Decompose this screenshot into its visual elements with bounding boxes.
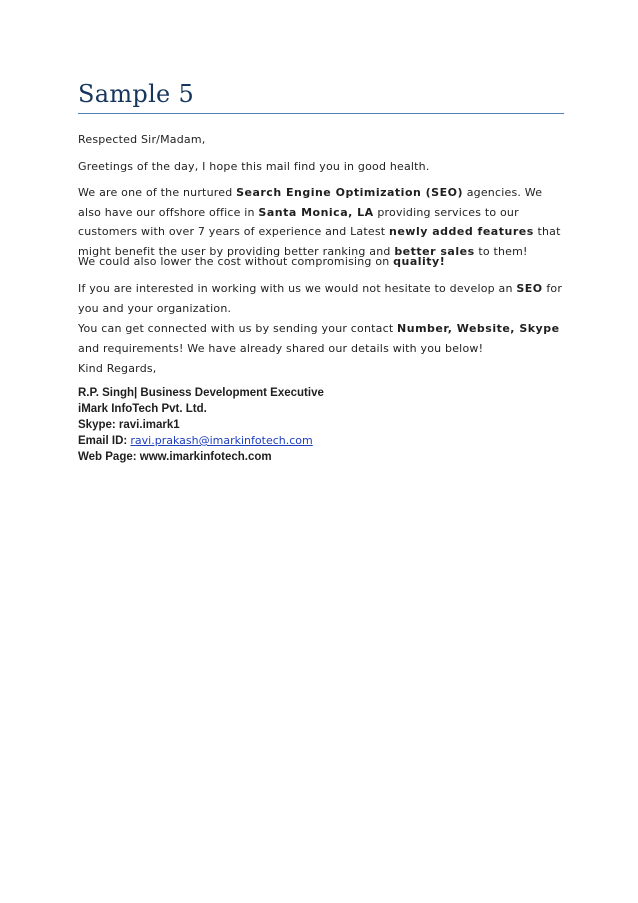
signature-email-link[interactable]: ravi.prakash@imarkinfotech.com xyxy=(130,434,313,447)
interest-text-1: If you are interested in working with us we would not hesitate to develop an xyxy=(78,282,517,295)
intro-text-1: We are one of the nurtured xyxy=(78,186,237,199)
signature-company: iMark InfoTech Pvt. Ltd. xyxy=(78,403,207,415)
contact-bold-details: Number, Website, Skype xyxy=(397,322,560,335)
signature-name-title: R.P. Singh| Business Development Executive xyxy=(78,387,324,399)
intro-bold-features: newly added features xyxy=(389,225,534,238)
intro-paragraph xyxy=(78,183,564,261)
intro-text-3: providing services to our customers with over 7 years of experience and Latest xyxy=(78,205,519,238)
signature-email-line xyxy=(78,433,324,449)
title-underline xyxy=(78,113,564,114)
intro-text-2: agencies. We also have our offshore office in xyxy=(78,186,543,219)
contact-text-2: and requirements! We have already shared our details with you below! xyxy=(78,341,484,355)
interest-text-2: for you and your organization. xyxy=(78,282,563,315)
cost-bold-quality: quality! xyxy=(393,255,446,268)
intro-bold-location: Santa Monica, LA xyxy=(258,205,374,219)
interest-paragraph xyxy=(78,279,564,318)
contact-paragraph xyxy=(78,319,564,358)
intro-text-5: to them! xyxy=(474,244,528,258)
signature-email-label: Email ID: xyxy=(78,435,131,447)
closing: Kind Regards, xyxy=(78,362,157,375)
greeting-paragraph: Greetings of the day, I hope this mail find you in good health. xyxy=(78,160,430,173)
signature-webpage: Web Page: www.imarkinfotech.com xyxy=(78,451,272,463)
signature-skype: Skype: ravi.imark1 xyxy=(78,419,180,431)
intro-text-4: that might benefit the user by providing better ranking and xyxy=(78,225,561,258)
salutation: Respected Sir/Madam, xyxy=(78,133,206,146)
cost-paragraph xyxy=(78,252,564,272)
intro-bold-seo: Search Engine Optimization (SEO) xyxy=(236,186,464,199)
page-title: Sample 5 xyxy=(78,80,195,108)
interest-bold-seo: SEO xyxy=(516,282,543,295)
cost-text: We could also lower the cost without compromising on xyxy=(78,255,394,268)
intro-bold-sales: better sales xyxy=(394,244,475,258)
signature-block xyxy=(78,385,324,465)
contact-text-1: You can get connected with us by sending your contact xyxy=(78,322,398,335)
